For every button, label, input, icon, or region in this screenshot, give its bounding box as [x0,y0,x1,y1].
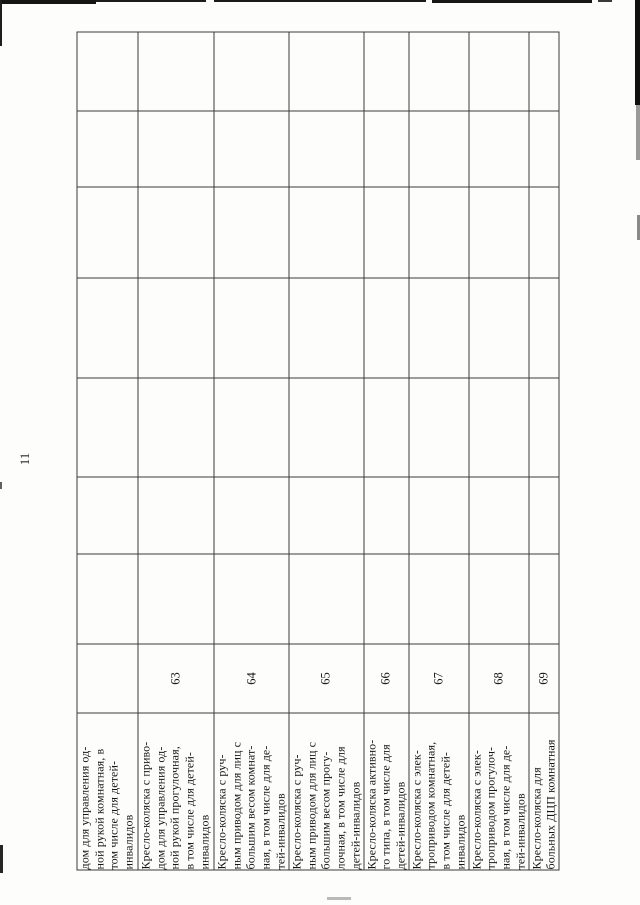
scan-artifact-top-smear [432,0,592,3]
empty-cell [468,278,528,378]
table-row [528,32,558,870]
scan-artifact-right-band [636,105,640,160]
table-row [408,32,468,870]
empty-cell [77,554,138,644]
table-row [214,32,289,870]
empty-cell [289,278,364,378]
empty-cell [363,32,408,111]
scan-artifact-top-smear [598,0,612,2]
scan-artifact-top-smear [214,0,426,2]
item-name-cell: дом для управления од- ной рукой комнатная, в том числе для детей- инвалидов [77,713,138,870]
empty-cell [468,477,528,554]
empty-cell [138,32,214,111]
item-number-cell: 66 [363,644,408,713]
empty-cell [214,554,289,644]
item-name-cell: Кресло-коляска активно- го типа, в том числе для детей-инвалидов [363,713,408,870]
empty-cell [408,32,468,111]
empty-cell [138,111,214,187]
empty-cell [468,378,528,477]
empty-cell [528,111,558,187]
table-row [468,32,528,870]
table-row [138,32,214,870]
empty-cell [289,32,364,111]
item-number-cell: 68 [468,644,528,713]
rotated-table-container [76,32,557,870]
empty-cell [77,111,138,187]
empty-cell [77,32,138,111]
table-row [77,32,138,870]
item-name-cell: Кресло-коляска с элек- троприводом комнатная, в том числе для детей- инвалидов [408,713,468,870]
empty-cell [289,111,364,187]
empty-cell [214,111,289,187]
empty-cell [77,278,138,378]
item-number-cell: 67 [408,644,468,713]
page-number: 11 [17,452,32,466]
empty-cell [138,278,214,378]
empty-cell [138,187,214,278]
empty-cell [528,378,558,477]
scan-artifact-left-edge [0,482,2,489]
empty-cell [408,378,468,477]
empty-cell [408,554,468,644]
empty-cell [363,187,408,278]
scan-artifact-bottom-dash [327,897,351,900]
empty-cell [214,32,289,111]
empty-cell [289,378,364,477]
empty-cell [408,278,468,378]
empty-cell [138,554,214,644]
item-number-cell: 65 [289,644,364,713]
empty-cell [468,187,528,278]
empty-cell [468,32,528,111]
empty-cell [214,477,289,554]
empty-cell [138,378,214,477]
item-number-cell [77,644,138,713]
scan-artifact-left-edge [0,845,3,873]
empty-cell [408,477,468,554]
scan-artifact-left-edge [0,0,2,46]
empty-cell [528,278,558,378]
empty-cell [528,477,558,554]
table-row [289,32,364,870]
empty-cell [214,278,289,378]
empty-cell [214,187,289,278]
scan-artifact-top-smear [0,0,96,4]
empty-cell [77,378,138,477]
items-table [76,31,559,870]
empty-cell [528,187,558,278]
item-name-cell: Кресло-коляска с руч- ным приводом для лиц с большим весом комнат- ная, в том числе для де- тей-инвалидов [214,713,289,870]
empty-cell [468,554,528,644]
item-number-cell: 69 [528,644,558,713]
empty-cell [289,477,364,554]
item-name-cell: Кресло-коляска с руч- ным приводом для лиц с большим весом прогу- лочная, в том числе для детей-инвалидов [289,713,364,870]
scan-artifact-right-band [635,0,640,105]
empty-cell [468,111,528,187]
empty-cell [528,32,558,111]
item-name-cell: Кресло-коляска с элек- троприводом прогулоч- ная, в том числе для де- тей-инвалидов [468,713,528,870]
empty-cell [408,111,468,187]
scan-artifact-top-smear [96,0,206,2]
empty-cell [289,554,364,644]
empty-cell [363,378,408,477]
empty-cell [138,477,214,554]
table-row [363,32,408,870]
empty-cell [214,378,289,477]
empty-cell [363,111,408,187]
empty-cell [528,554,558,644]
empty-cell [289,187,364,278]
empty-cell [77,477,138,554]
empty-cell [408,187,468,278]
item-number-cell: 63 [138,644,214,713]
item-name-cell: Кресло-коляска для больных ДЦП комнатная [528,713,558,870]
empty-cell [363,278,408,378]
empty-cell [363,554,408,644]
empty-cell [363,477,408,554]
empty-cell [77,187,138,278]
item-name-cell: Кресло-коляска с приво- дом для управления од- ной рукой прогулочная, в том числе для детей- инвалидов [138,713,214,870]
item-number-cell: 64 [214,644,289,713]
